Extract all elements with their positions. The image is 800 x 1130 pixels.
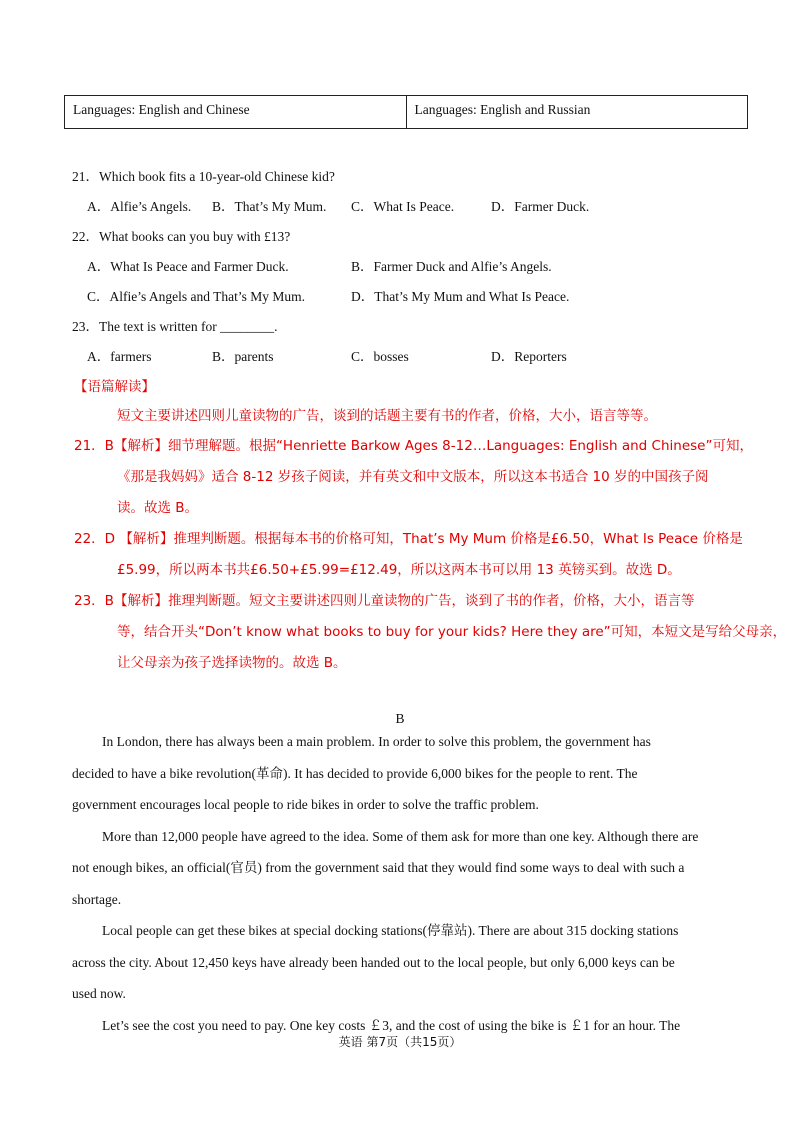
languages-table (64, 95, 748, 129)
question-21-option-c: C．What Is Peace. (351, 199, 455, 214)
question-23-stem: 23．The text is written for ________. (72, 319, 278, 334)
question-23-option-d: D．Reporters (491, 349, 567, 364)
question-21-option-a: A．Alfie’s Angels. (87, 199, 192, 214)
table-cell-left: Languages: English and Chinese (73, 102, 250, 117)
answer-22-line-1: 22．D 【解析】推理判断题。根据每本书的价格可知，That’s My Mum 价格是£6.50，What Is Peace 价格是 (74, 531, 743, 547)
answer-21-line-3: 读。故选 B。 (117, 500, 199, 516)
answer-22-line-2: £5.99，所以两本书共£6.50+£5.99=£12.49，所以这两本书可以用 13 英镑买到。故选 D。 (117, 562, 681, 578)
question-21-option-d: D．Farmer Duck. (491, 199, 590, 214)
page-footer: 英语 第7页（共15页） (338, 1035, 462, 1049)
table-cell-right: Languages: English and Russian (406, 96, 748, 128)
answer-21-line-1: 21．B【解析】细节理解题。根据“Henriette Barkow Ages 8-12…Languages: English and Chinese”可知， (74, 438, 753, 454)
question-21-option-b: B．That’s My Mum. (212, 199, 327, 214)
question-23-option-c: C．bosses (351, 349, 409, 364)
answer-23-line-2: 等，结合开头“Don’t know what books to buy for your kids? Here they are”可知，本短文是写给父母亲， (117, 624, 787, 640)
analysis-heading: 【语篇解读】 (74, 379, 155, 395)
passage-paragraph-1: In London, there has always been a main problem. In order to solve this problem, the government has decided to have a bike revolution(革命). It has decided to provide 6,000 bikes for the people to rent. The government encourages local people to ride bikes in order to solve the traffic problem. More than 12,000 people have agreed to the idea. Some of them ask for more than one key. Although there are not enough bikes, an official(官员) from the government said that they would find some ways to deal with such a shortage. Local people can get these bikes at special docking stations(停靠站). There are about 315 docking stations across the city. About 12,450 keys have already been handed out to the local people, but only 6,000 keys can be used now. Let’s see the cost you need to pay. One key costs ￡3, and the cost of using the bike is ￡1 for an hour. The (72, 734, 699, 1033)
question-22-option-d: D．That’s My Mum and What Is Peace. (351, 289, 570, 304)
question-22-option-c: C．Alfie’s Angels and That’s My Mum. (87, 289, 305, 304)
analysis-summary: 短文主要讲述四则儿童读物的广告，谈到的话题主要有书的作者，价格，大小，语言等等。 (117, 408, 657, 424)
question-22-stem: 22．What books can you buy with £13? (72, 229, 291, 244)
answer-23-line-1: 23．B【解析】推理判断题。短文主要讲述四则儿童读物的广告，谈到了书的作者，价格，大小，语言等 (74, 593, 695, 609)
answer-23-line-3: 让父母亲为孩子选择读物的。故选 B。 (117, 655, 347, 671)
question-22-option-b: B．Farmer Duck and Alfie’s Angels. (351, 259, 552, 274)
question-23-option-b: B．parents (212, 349, 274, 364)
answer-21-line-2: 《那是我妈妈》适合 8-12 岁孩子阅读，并有英文和中文版本，所以这本书适合 10 岁的中国孩子阅 (117, 469, 709, 485)
passage-label: B (395, 711, 405, 726)
question-21-stem: 21．Which book fits a 10-year-old Chinese kid? (72, 169, 335, 184)
question-22-option-a: A．What Is Peace and Farmer Duck. (87, 259, 289, 274)
question-23-option-a: A．farmers (87, 349, 152, 364)
